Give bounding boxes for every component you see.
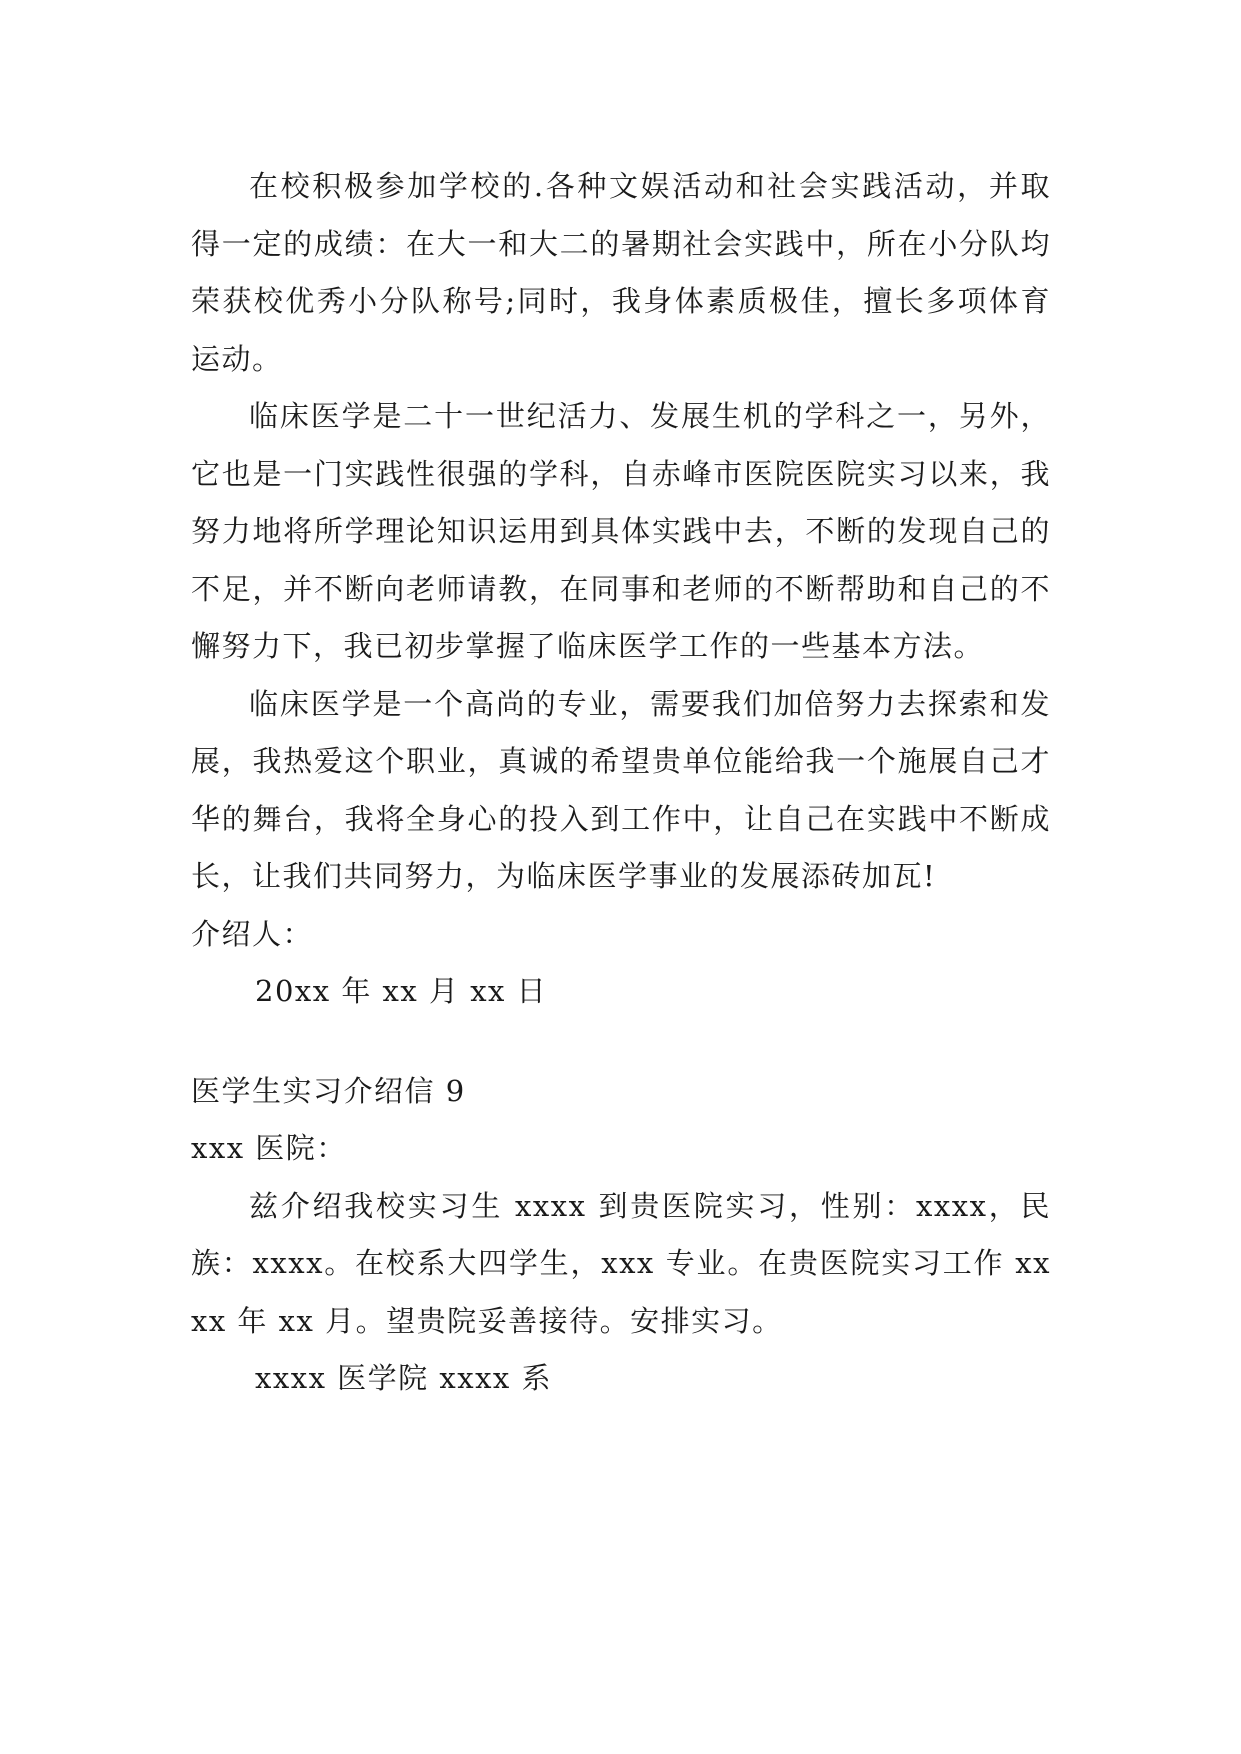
- paragraph-aspiration: 临床医学是一个高尚的专业，需要我们加倍努力去探索和发展，我热爱这个职业，真诚的希望贵单位能给我一个施展自己才华的舞台，我将全身心的投入到工作中，让自己在实践中不断成长，让我们共同努力，为临床医学事业的发展添砖加瓦!: [191, 686, 1051, 893]
- paragraph-activities: 在校积极参加学校的.各种文娱活动和社会实践活动，并取得一定的成绩：在大一和大二的暑期社会实践中，所在小分队均荣获校优秀小分队称号;同时，我身体素质极佳，擅长多项体育运动。: [191, 169, 1051, 376]
- letter-9-signature: xxxx 医学院 xxxx 系: [255, 1361, 552, 1395]
- letter-9-title: 医学生实习介绍信 9: [191, 1073, 466, 1108]
- section-gap: [191, 1021, 1051, 1063]
- letter-9-body: 兹介绍我校实习生 xxxx 到贵医院实习，性别：xxxx，民族：xxxx。在校系大四学生，xxx 专业。在贵医院实习工作 xxxx 年 xx 月。望贵院妥善接待。安排实习。: [191, 1188, 1051, 1338]
- paragraph-clinical-practice: 临床医学是二十一世纪活力、发展生机的学科之一，另外，它也是一门实践性很强的学科，自赤峰市医院医院实习以来，我努力地将所学理论知识运用到具体实践中去，不断的发现自己的不足，并不断向老师请教，在同事和老师的不断帮助和自己的不懈努力下，我已初步掌握了临床医学工作的一些基本方法。: [191, 399, 1051, 663]
- letter-date: 20xx 年 xx 月 xx 日: [255, 974, 548, 1008]
- document-content: [191, 158, 1051, 1408]
- letter-9-salutation: xxx 医院：: [191, 1131, 347, 1165]
- introducer-label: 介绍人：: [191, 916, 314, 951]
